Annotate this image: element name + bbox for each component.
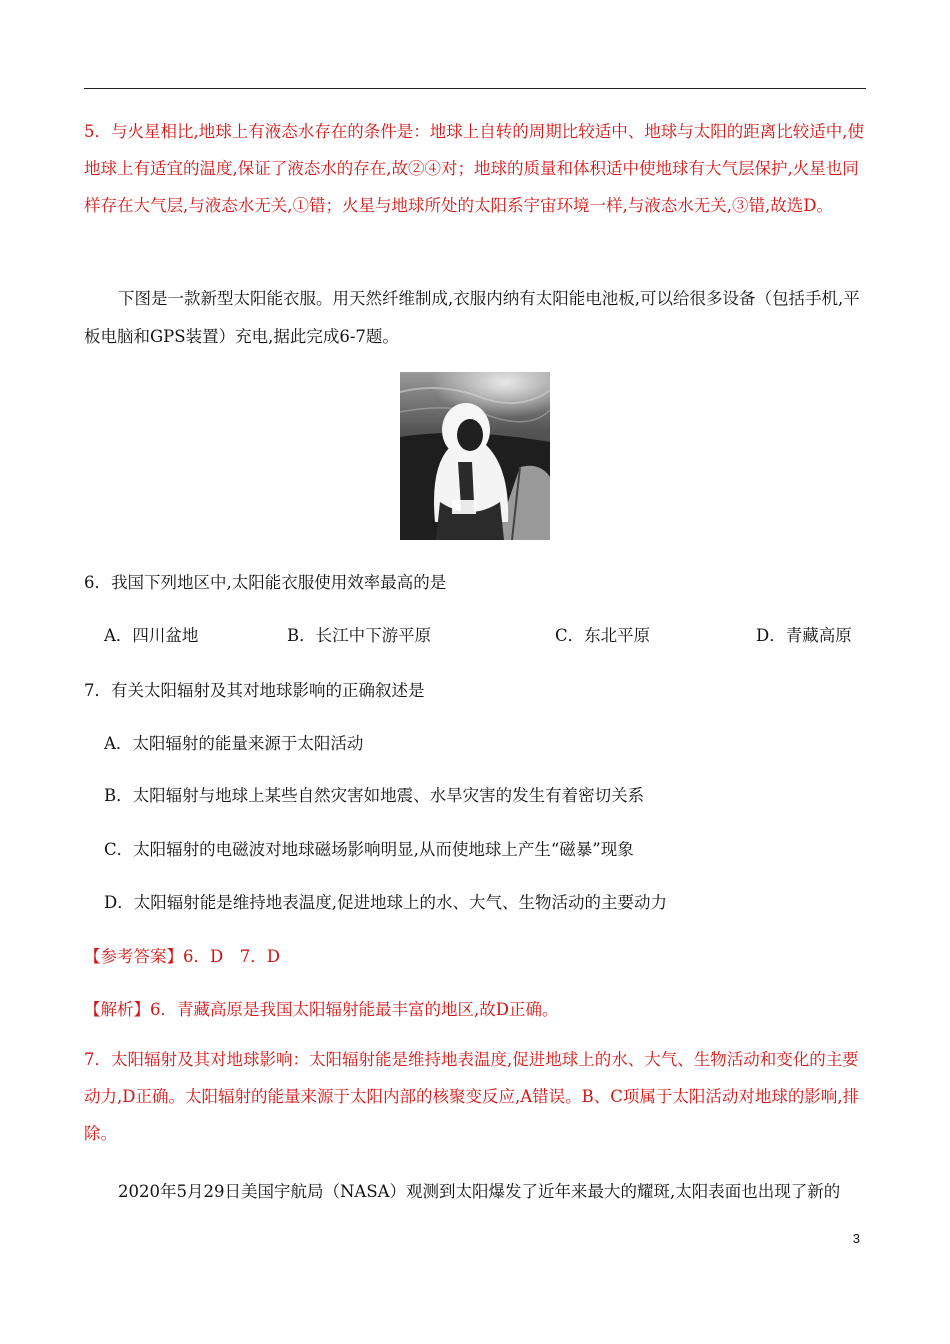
q7-stem: 7．有关太阳辐射及其对地球影响的正确叙述是	[84, 681, 425, 700]
analysis-7: 7．太阳辐射及其对地球影响：太阳辐射能是维持地表温度,促进地球上的水、大气、生物活动和变化的主要动力,D正确。太阳辐射的能量来源于太阳内部的核聚变反应,A错误。B、C项属于太阳活动对地球的影响,排除。	[84, 1050, 860, 1143]
intro-6-7: 下图是一款新型太阳能衣服。用天然纤维制成,衣服内纳有太阳能电池板,可以给很多设备（包括手机,平板电脑和GPS装置）充电,据此完成6-7题。	[84, 289, 860, 346]
q7-option-b: B．太阳辐射与地球上某些自然灾害如地震、水旱灾害的发生有着密切关系	[104, 786, 645, 805]
q6-stem: 6．我国下列地区中,太阳能衣服使用效率最高的是	[84, 573, 447, 592]
q6-option-c: C．东北平原	[555, 626, 651, 645]
page-number: 3	[852, 1231, 860, 1246]
analysis-6: 【解析】6．青藏高原是我国太阳辐射能最丰富的地区,故D正确。	[84, 1000, 559, 1019]
intro-next-question: 2020年5月29日美国宇航局（NASA）观测到太阳爆发了近年来最大的耀斑,太阳表面也出现了新的	[118, 1182, 841, 1201]
q7-option-c: C．太阳辐射的电磁波对地球磁场影响明显,从而使地球上产生“磁暴”现象	[104, 840, 634, 859]
header-rule	[84, 88, 866, 89]
q6-option-b: B．长江中下游平原	[287, 626, 432, 645]
solar-clothing-photo	[400, 372, 550, 540]
q6-option-a: A．四川盆地	[104, 626, 199, 645]
q7-option-d: D．太阳辐射能是维持地表温度,促进地球上的水、大气、生物活动的主要动力	[104, 893, 667, 912]
q5-explanation: 5．与火星相比,地球上有液态水存在的条件是：地球上自转的周期比较适中、地球与太阳的距离比较适中,使地球上有适宜的温度,保证了液态水的存在,故②④对；地球的质量和体积适中使地球有大气层保护,火星也同样存在大气层,与液态水无关,①错；火星与地球所处的太阳系宇宙环境一样,与液态水无关,③错,故选D。	[84, 122, 864, 215]
q6-option-d: D．青藏高原	[756, 626, 852, 645]
q7-option-a: A．太阳辐射的能量来源于太阳活动	[104, 734, 364, 753]
reference-answer: 【参考答案】6．D 7．D	[84, 947, 280, 966]
